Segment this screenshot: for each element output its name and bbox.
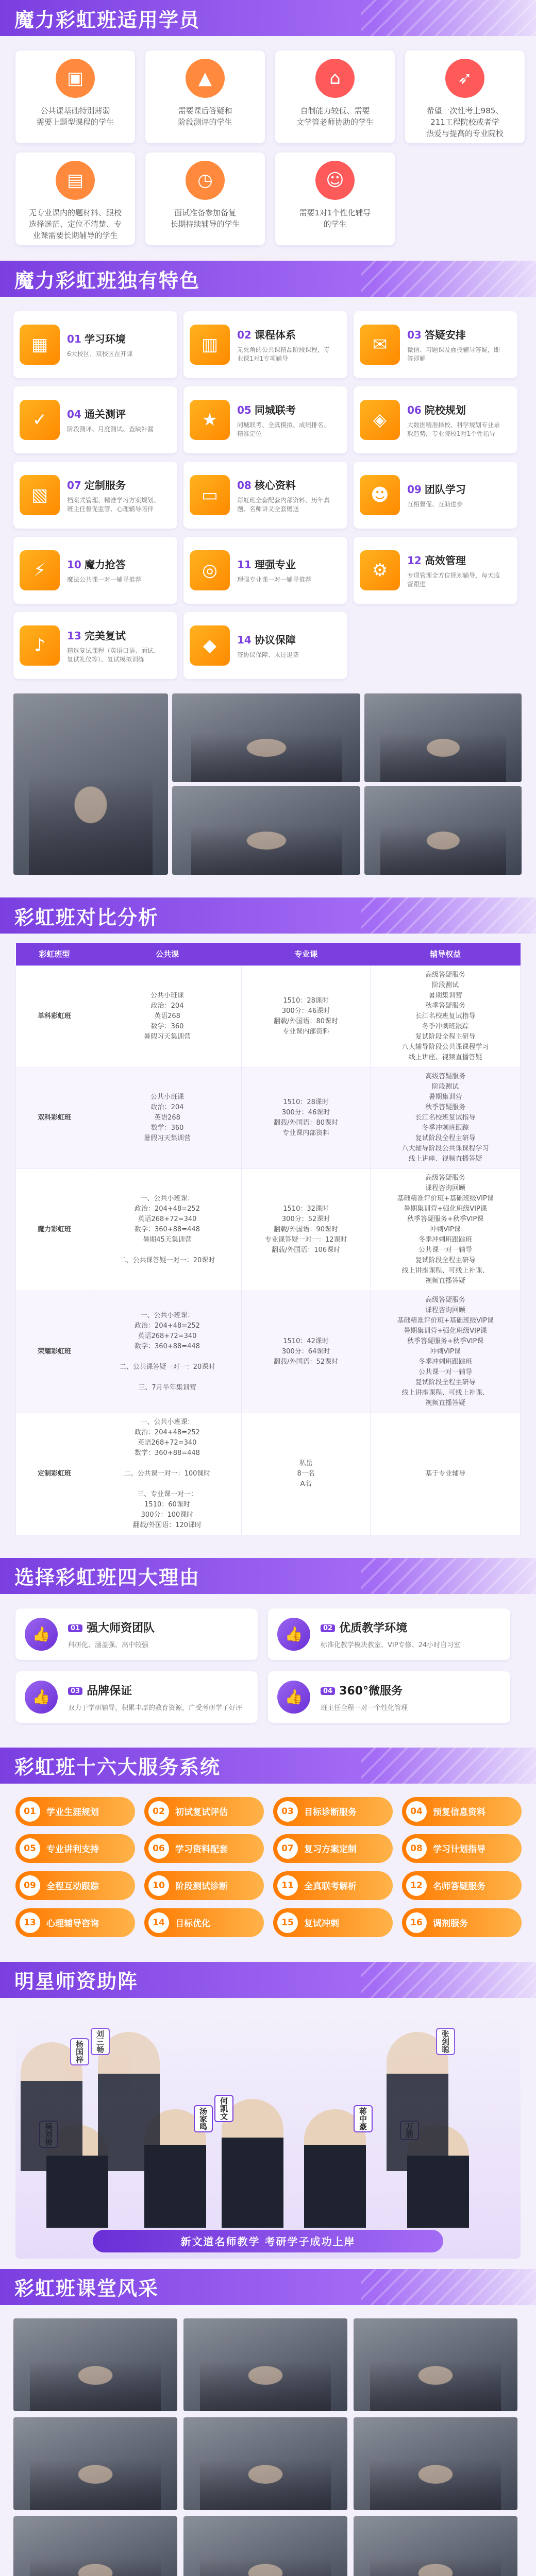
table-row xyxy=(16,1168,521,1291)
service-label: 阶段测试诊断 xyxy=(175,1882,228,1892)
reason-title: 360°微服务 xyxy=(339,1684,403,1698)
reasons-grid xyxy=(0,1594,536,1737)
feature-desc: 彩虹班全套配套内部资料、历年真题、名师讲义全套赠送 xyxy=(237,496,330,513)
reason-title: 优质教学环境 xyxy=(339,1621,408,1635)
teacher-name: 张剑聪 xyxy=(436,2028,455,2055)
reason-title: 强大师资团队 xyxy=(87,1621,155,1635)
service-label: 学业生涯规划 xyxy=(46,1807,99,1818)
services-banner xyxy=(0,1748,536,1784)
service-label: 复习方案定制 xyxy=(304,1844,357,1855)
feature-desc: 魔法公共课一对一辅导推荐 xyxy=(67,576,142,583)
service-number: 13 xyxy=(20,1912,40,1933)
services-grid xyxy=(0,1784,536,1952)
feature-title: 院校规划 xyxy=(424,403,466,416)
classroom-photo xyxy=(13,2516,177,2576)
reason-card xyxy=(268,1671,510,1723)
service-number: 08 xyxy=(406,1838,427,1859)
reasons-banner xyxy=(0,1558,536,1594)
feature-card xyxy=(354,311,517,378)
feature-desc: 精选复试课程（英语口语、面试、复试礼仪等）、复试模拟训练 xyxy=(67,647,160,663)
service-number: 15 xyxy=(277,1912,298,1933)
feature-number: 05 xyxy=(237,403,252,416)
suitable-card-text: 面试准备参加备复 长期持续辅导的学生 xyxy=(170,208,240,229)
check-icon: ✓ xyxy=(20,400,60,440)
feature-desc: 6大校区、双校区在开课 xyxy=(67,350,133,358)
service-label: 全程互动跟踪 xyxy=(46,1882,99,1892)
reason-card xyxy=(15,1671,258,1723)
service-number: 16 xyxy=(406,1912,427,1933)
table-row xyxy=(16,965,521,1067)
feature-card xyxy=(183,311,347,378)
feature-title: 完美复试 xyxy=(84,629,126,642)
feature-card xyxy=(183,612,347,679)
feature-desc: 签协议保障、未过退费 xyxy=(237,651,299,658)
map-icon: ◈ xyxy=(360,400,400,440)
col-header: 辅导权益 xyxy=(371,943,521,965)
table-header-row xyxy=(16,943,521,965)
chat-icon: ✉ xyxy=(360,325,400,365)
service-item xyxy=(273,1797,393,1826)
feature-number: 14 xyxy=(237,634,252,646)
class-type-cell: 定制彩虹班 xyxy=(16,1413,93,1535)
feature-title: 通关测评 xyxy=(84,408,126,420)
classroom-photo xyxy=(13,2318,177,2411)
photo-strip xyxy=(0,686,536,887)
reason-number: 04 xyxy=(321,1687,335,1695)
features-section xyxy=(0,261,536,897)
features-wrap xyxy=(0,297,536,686)
service-number: 05 xyxy=(20,1838,40,1859)
feature-desc: 微信、习题课及面授辅导答疑，即答即解 xyxy=(407,346,500,362)
suitable-card xyxy=(145,152,265,245)
classroom-photo xyxy=(354,2318,517,2411)
classroom-banner xyxy=(0,2269,536,2305)
suitable-card xyxy=(405,50,525,143)
feature-card xyxy=(13,612,177,679)
class-type-cell: 魔力彩虹班 xyxy=(16,1168,93,1291)
feature-title: 团队学习 xyxy=(424,483,466,496)
feature-title: 高效管理 xyxy=(424,554,466,567)
feature-title: 同城联考 xyxy=(254,403,296,416)
service-label: 心理辅导咨询 xyxy=(46,1919,99,1929)
table-row xyxy=(16,1291,521,1413)
rights-cell: 高级答疑服务 阶段测试 暑期集训营 秋季答疑服务 长江名校班复试指导 冬季冲刺班跟踪 复试阶段全程主研导 八大辅导阶段公共课课程学习 线上讲座、视频直播答疑 xyxy=(371,1067,521,1168)
suitable-banner xyxy=(0,0,536,36)
table-row xyxy=(16,1067,521,1168)
feature-card xyxy=(354,462,517,529)
service-item xyxy=(402,1908,522,1937)
feature-number: 02 xyxy=(237,328,252,341)
rights-cell: 高级答疑服务 课程咨询回顾 基础精准评价班+基础班级VIP课 暑期集训营+强化班级VIP课 秋季答疑服务+秋季VIP课 冲刺VIP课 冬季冲刺班跟踪班 公共课一对一辅导 复试阶段全程主研导 线上讲座课程、可线上补课、 视频直播答疑 xyxy=(371,1168,521,1291)
classroom-section xyxy=(0,2269,536,2576)
teachers-banner xyxy=(0,1962,536,1998)
folder-icon: ▭ xyxy=(190,475,230,515)
service-label: 学习资料配套 xyxy=(175,1844,228,1855)
feature-desc: 同城联考、全真模拟、成绩排名、精准定位 xyxy=(237,421,330,437)
major-course-cell: 1510：32课时 300分：52课时 翻载/外国语：90课时 专业课答疑一对一：12课时 翻载/外国语：106课时 xyxy=(241,1168,370,1291)
teacher-caption: 新文道名师教学 考研学子成功上岸 xyxy=(93,2230,443,2252)
reason-desc: 双力于学研辅导，积累丰厚的教育资源，广受考研学子好评 xyxy=(68,1704,243,1712)
feature-title: 课程体系 xyxy=(254,328,296,341)
reason-desc: 标准化教学模块教室、VIP专修、24小时自习室 xyxy=(321,1641,461,1649)
service-number: 06 xyxy=(148,1838,169,1859)
reason-desc: 班主任全程一对一个性化管理 xyxy=(321,1704,408,1712)
classroom-photo xyxy=(354,2516,517,2576)
teacher-name: 汤家鸣 xyxy=(194,2105,213,2132)
feature-title: 协议保障 xyxy=(254,634,296,646)
service-item xyxy=(15,1871,135,1900)
teacher-name: 杨国梓 xyxy=(70,2038,89,2065)
thumb-icon: 👍 xyxy=(25,1618,58,1651)
reason-number: 03 xyxy=(68,1687,82,1695)
service-number: 02 xyxy=(148,1801,169,1822)
star-icon: ★ xyxy=(190,400,230,440)
reason-title: 品牌保证 xyxy=(87,1684,132,1698)
section-title: 魔力彩虹班适用学员 xyxy=(14,8,200,31)
service-item xyxy=(15,1834,135,1863)
classroom-photo xyxy=(183,2417,347,2510)
feature-number: 03 xyxy=(407,328,422,341)
cube-icon: ▣ xyxy=(56,59,95,98)
service-item xyxy=(402,1834,522,1863)
feature-card xyxy=(13,462,177,529)
doc-icon: ▤ xyxy=(56,161,95,200)
service-label: 初试复试评估 xyxy=(175,1807,228,1818)
suitable-card xyxy=(15,50,135,143)
clock-icon: ◷ xyxy=(186,161,225,200)
shield-icon: ◆ xyxy=(190,625,230,666)
teacher-figure xyxy=(95,2029,160,2171)
reasons-section xyxy=(0,1558,536,1748)
service-label: 目标优化 xyxy=(175,1919,210,1929)
suitable-section xyxy=(0,0,536,261)
classroom-photo xyxy=(183,2318,347,2411)
rights-cell: 高级答疑服务 阶段测试 暑期集训营 秋季答疑服务 长江名校班复试指导 冬季冲刺班跟踪 复试阶段全程主研导 八大辅导阶段公共课课程学习 线上讲座、视频直播答疑 xyxy=(371,965,521,1067)
feature-card xyxy=(354,386,517,453)
feature-number: 10 xyxy=(67,558,81,571)
section-title: 选择彩虹班四大理由 xyxy=(14,1566,200,1589)
feature-desc: 阶段测评、月度测试、查缺补漏 xyxy=(67,426,154,433)
service-number: 07 xyxy=(277,1838,298,1859)
compare-banner xyxy=(0,897,536,934)
service-number: 03 xyxy=(277,1801,298,1822)
service-number: 04 xyxy=(406,1801,427,1822)
classroom-photo xyxy=(354,2417,517,2510)
class-type-cell: 双科彩虹班 xyxy=(16,1067,93,1168)
major-course-cell: 1510：42课时 300分：64课时 翻载/外国语：52课时 xyxy=(241,1291,370,1413)
feature-number: 07 xyxy=(67,479,81,492)
suitable-card-text: 需要课后答疑和 阶段测评的学生 xyxy=(178,106,232,127)
feature-title: 答疑安排 xyxy=(424,328,466,341)
teacher-name: 刘三畅 xyxy=(91,2028,110,2055)
reason-number: 02 xyxy=(321,1624,335,1632)
service-number: 10 xyxy=(148,1875,169,1896)
public-course-cell: 一、公共小班课： 政治：204+48=252 英语268+72=340 数学：360+88=448 二、公共课答疑一对一：20课时 三、7月半年集训营 xyxy=(93,1291,242,1413)
teacher-figure xyxy=(304,2109,366,2228)
feature-desc: 互相督促、互助进步 xyxy=(407,501,463,508)
feature-desc: 无死角的公共课精品阶段课程，专业课1对1专项辅导 xyxy=(237,346,330,362)
feature-number: 12 xyxy=(407,554,422,567)
service-number: 11 xyxy=(277,1875,298,1896)
building-icon: ▦ xyxy=(20,325,60,365)
col-header: 公共课 xyxy=(93,943,242,965)
target-icon: ◎ xyxy=(190,550,230,590)
reason-card xyxy=(268,1608,510,1660)
major-course-cell: 1510：28课时 300分：46课时 翻载/外国语：80课时 专业课内部资料 xyxy=(241,1067,370,1168)
gear-icon: ⚙ xyxy=(360,550,400,590)
classroom-photo xyxy=(364,693,522,782)
major-course-cell: 1510：28课时 300分：46课时 翻载/外国语：80课时 专业课内部资料 xyxy=(241,965,370,1067)
teacher-group-photo xyxy=(15,2011,521,2259)
feature-card xyxy=(13,537,177,604)
teacher-name: 蒋中豪 xyxy=(354,2105,373,2132)
service-item xyxy=(15,1797,135,1826)
service-number: 12 xyxy=(406,1875,427,1896)
class-type-cell: 荣耀彩虹班 xyxy=(16,1291,93,1413)
thumb-icon: 👍 xyxy=(25,1681,58,1714)
service-item xyxy=(144,1797,264,1826)
classroom-photo xyxy=(183,2516,347,2576)
classroom-photo xyxy=(172,693,360,782)
feature-number: 11 xyxy=(237,558,252,571)
table-row xyxy=(16,1413,521,1535)
suitable-card-text: 自制能力较低、需要 文学管老师协助的学生 xyxy=(296,106,374,127)
book-icon: ▥ xyxy=(190,325,230,365)
service-label: 专业讲利支持 xyxy=(46,1844,99,1855)
service-label: 全真联考解析 xyxy=(304,1882,357,1892)
public-course-cell: 公共小班课 政治：204 英语268 数学：360 暑假习天集训营 xyxy=(93,965,242,1067)
classroom-photo xyxy=(13,2417,177,2510)
feature-card xyxy=(183,537,347,604)
feature-card xyxy=(354,537,517,604)
feature-title: 核心资料 xyxy=(254,479,296,492)
feature-number: 13 xyxy=(67,629,81,642)
services-section xyxy=(0,1748,536,1962)
reason-card xyxy=(15,1608,258,1660)
feature-number: 08 xyxy=(237,479,252,492)
suitable-card-text: 需要1对1个性化辅导 的学生 xyxy=(299,208,371,229)
service-item xyxy=(273,1834,393,1863)
section-title: 魔力彩虹班独有特色 xyxy=(14,269,200,292)
classroom-photo xyxy=(172,786,360,875)
service-number: 14 xyxy=(148,1912,169,1933)
feature-number: 01 xyxy=(67,333,81,345)
service-item xyxy=(144,1834,264,1863)
rocket-icon: ➶ xyxy=(445,59,484,98)
service-label: 复试冲刺 xyxy=(304,1919,339,1929)
feature-number: 06 xyxy=(407,403,422,416)
mic-icon: ♪ xyxy=(20,625,60,666)
bank-icon: ⌂ xyxy=(315,59,355,98)
people-icon: ☺ xyxy=(315,161,355,200)
teacher-name: 何凯文 xyxy=(214,2095,233,2122)
suitable-card xyxy=(145,50,265,143)
suitable-card-text: 希望一次性考上985、 211工程院校或者学 热爱与提高的专业院校 xyxy=(426,106,504,138)
suitable-card xyxy=(275,152,395,245)
service-label: 调剂服务 xyxy=(433,1919,468,1929)
service-label: 预复信息资料 xyxy=(433,1807,485,1818)
service-item xyxy=(402,1797,522,1826)
suitable-card-text: 无专业课内的题材料、跟校 选择迷茫、定位不清楚、专 业课需要长期辅导的学生 xyxy=(28,208,122,240)
service-label: 目标诊断服务 xyxy=(304,1807,357,1818)
public-course-cell: 一、公共小班课： 政治：204+48=252 英语268+72=340 数学：360+88=448 暑期45天集训营 二、公共课答疑一对一：20课时 xyxy=(93,1168,242,1291)
features-banner xyxy=(0,261,536,297)
feature-desc: 大数据精准择校、科学规划专业录取趋势，专业院校1对1个性指导 xyxy=(407,421,500,437)
feature-title: 学习环境 xyxy=(84,333,126,345)
compare-section xyxy=(0,897,536,1558)
service-item xyxy=(144,1908,264,1937)
reason-number: 01 xyxy=(68,1624,82,1632)
feature-card xyxy=(13,386,177,453)
feature-card xyxy=(13,311,177,378)
suitable-card xyxy=(275,50,395,143)
service-label: 学习计划指导 xyxy=(433,1844,485,1855)
calendar-icon: ▧ xyxy=(20,475,60,515)
public-course-cell: 一、公共小班课： 政治：204+48=252 英语268+72=340 数学：360+88=448 二、公共课一对一：100课时 三、专业课一对一： 1510：60课时 300分：100课时 翻载/外国语：120课时 xyxy=(93,1413,242,1535)
feature-title: 魔力抢答 xyxy=(84,558,126,571)
service-item xyxy=(15,1908,135,1937)
feature-desc: 理强专业课一对一辅导推荐 xyxy=(237,576,312,583)
feature-title: 定制服务 xyxy=(84,479,126,492)
suitable-card-text: 公共课基础特别薄弱 需要上题型课程的学生 xyxy=(36,106,114,127)
rights-cell: 基于专业辅导 xyxy=(371,1413,521,1535)
feature-title: 理强专业 xyxy=(254,558,296,571)
suitable-card xyxy=(15,152,135,245)
rights-cell: 高级答疑服务 课程咨询回顾 基础精准评价班+基础班级VIP课 暑期集训营+强化班级VIP课 秋季答疑服务+秋季VIP课 冲刺VIP课 冬季冲刺班跟踪班 公共课一对一辅导 复试阶段全程主研导 线上讲座课程、可线上补课、 视频直播答疑 xyxy=(371,1291,521,1413)
service-number: 01 xyxy=(20,1801,40,1822)
teacher-figure xyxy=(219,2096,283,2228)
reason-desc: 科研化、涵盖强、高中较强 xyxy=(68,1641,149,1649)
teachers-section xyxy=(0,1962,536,2269)
col-header: 专业课 xyxy=(241,943,370,965)
team-icon: ☻ xyxy=(360,475,400,515)
classroom-grid xyxy=(0,2305,536,2576)
major-course-cell: 私岳 8一名 A名 xyxy=(241,1413,370,1535)
public-course-cell: 公共小班课 政治：204 英语268 数学：360 暑假习天集训营 xyxy=(93,1067,242,1168)
compare-table xyxy=(15,943,521,1535)
service-item xyxy=(273,1908,393,1937)
flash-icon: ⚡ xyxy=(20,550,60,590)
section-title: 彩虹班课堂风采 xyxy=(14,2277,159,2300)
thumb-icon: 👍 xyxy=(277,1618,310,1651)
service-item xyxy=(402,1871,522,1900)
col-header: 彩虹班型 xyxy=(16,943,93,965)
suitable-grid xyxy=(0,36,536,250)
feature-desc: 档案式管理、精准学习方案规划、班主任督促监管、心理辅导陪伴 xyxy=(67,496,160,513)
classroom-photo xyxy=(364,786,522,875)
service-item xyxy=(273,1871,393,1900)
service-number: 09 xyxy=(20,1875,40,1896)
service-label: 名师答疑服务 xyxy=(433,1882,485,1892)
classroom-photo xyxy=(13,693,168,875)
feature-desc: 专项管理全方位规划辅导，每天监督跟进 xyxy=(407,571,500,588)
features-grid xyxy=(13,311,523,679)
feature-number: 04 xyxy=(67,408,81,420)
chart-up-icon: ▲ xyxy=(186,59,225,98)
compare-table-wrap xyxy=(0,934,536,1548)
section-title: 彩虹班对比分析 xyxy=(14,906,159,929)
teacher-figure xyxy=(387,2029,450,2171)
thumb-icon: 👍 xyxy=(277,1681,310,1714)
feature-card xyxy=(183,386,347,453)
teacher-figure xyxy=(21,2042,82,2171)
section-title: 明星师资助阵 xyxy=(14,1970,139,1993)
class-type-cell: 单科彩虹班 xyxy=(16,965,93,1067)
section-title: 彩虹班十六大服务系统 xyxy=(14,1756,221,1778)
service-item xyxy=(144,1871,264,1900)
feature-card xyxy=(183,462,347,529)
feature-number: 09 xyxy=(407,483,422,496)
